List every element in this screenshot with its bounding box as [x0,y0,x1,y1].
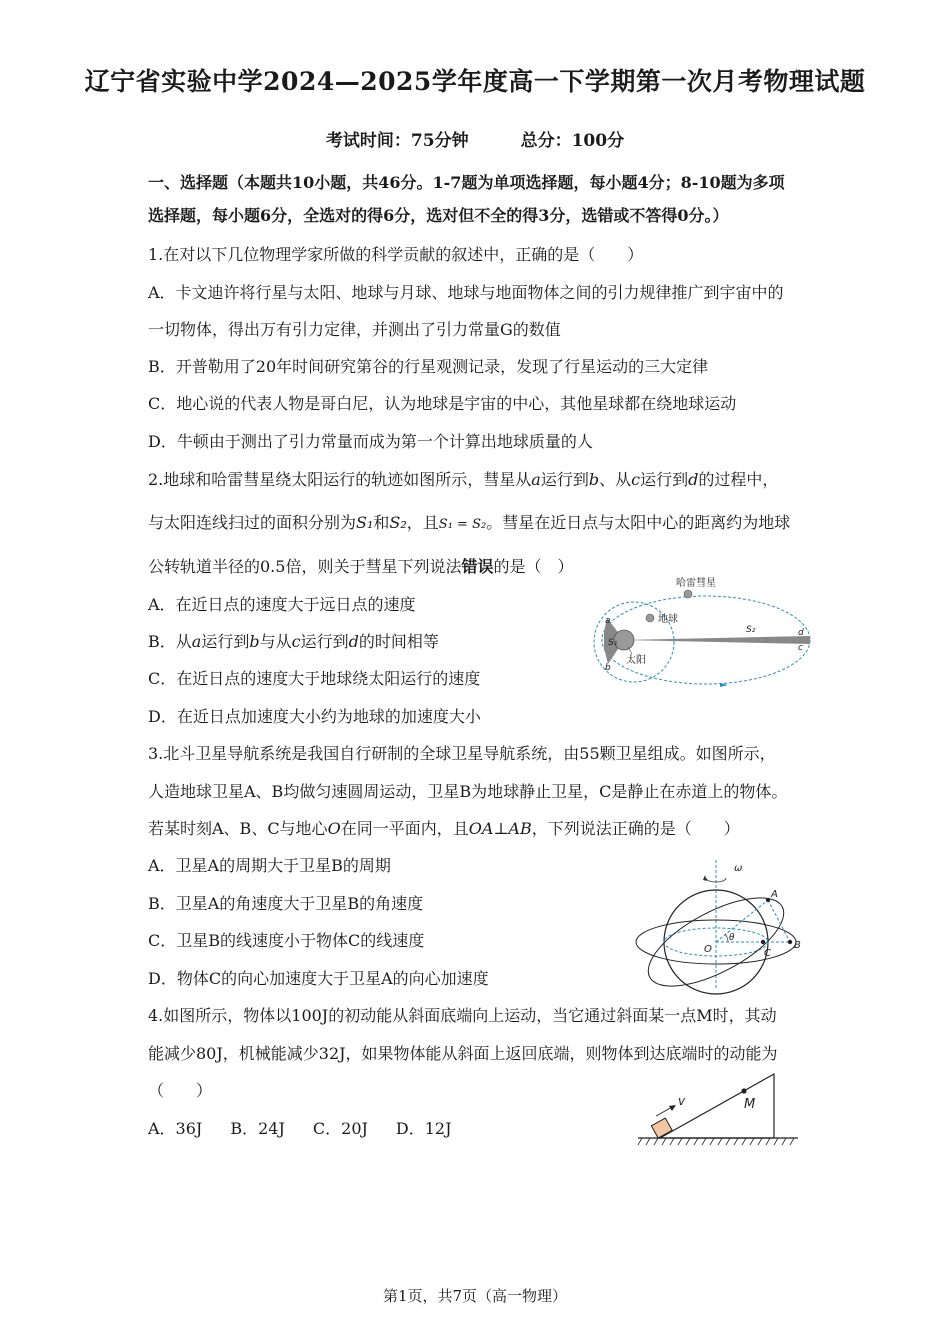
q2-option-a: A．在近日点的速度大于远日点的速度 [148,595,416,614]
q1-option-d: D．牛顿由于测出了引力常量而成为第一个计算出地球质量的人 [148,432,593,451]
label-a: a [605,616,611,626]
page-title: 辽宁省实验中学2024—2025学年度高一下学期第一次月考物理试题 [84,67,866,96]
sym-c: c [631,470,641,489]
sym-b: b [588,470,600,489]
label-comet: 哈雷彗星 [676,578,716,589]
point-m [741,1088,746,1093]
q1-option-b: B．开普勒用了20年时间研究第谷的行星观测记录，发现了行星运动的三大定律 [148,357,709,376]
label-omega: ω [734,863,743,874]
q3-option-c: C．卫星B的线速度小于物体C的线速度 [148,931,425,950]
q4-incline-figure [636,1066,802,1150]
q4-stem-line2: 能减少80J，机械能减少32J，如果物体能从斜面上返回底端，则物体到达底端时的动能为 [148,1044,778,1063]
sym-equation: S₁ = S₂ [438,517,487,532]
q2-stem-line1: 2.地球和哈雷彗星绕太阳运行的轨迹如图所示，彗星从a运行到b、从c运行到d的过程中， [148,470,779,489]
label-d: d [798,628,804,638]
q2-stem-line2: 与太阳连线扫过的面积分别为S₁和S₂，且S₁ = S₂。彗星在近日点与太阳中心的距离约为地球 [148,513,791,532]
q2-orbit-figure [588,572,818,692]
label-theta: θ [729,933,735,943]
label-earth: 地球 [658,614,678,625]
q2-option-d: D．在近日点加速度大小约为地球的加速度大小 [148,707,481,726]
q1-stem: 1.在对以下几位物理学家所做的科学贡献的叙述中，正确的是（ ） [148,245,644,264]
q3-option-a: A．卫星A的周期大于卫星B的周期 [148,856,391,875]
q1-option-c: C．地心说的代表人物是哥白尼，认为地球是宇宙的中心，其他星球都在绕地球运动 [148,394,737,413]
q1-option-a-line1: A．卡文迪许将行星与太阳、地球与月球、地球与地面物体之间的引力规律推广到宇宙中的 [148,283,784,302]
q1-option-a-line2: 一切物体，得出万有引力定律，并测出了引力常量G的数值 [148,320,561,339]
q3-option-b: B．卫星A的角速度大于卫星B的角速度 [148,894,424,913]
earth-icon [646,614,654,622]
q2-option-c: C．在近日点的速度大于地球绕太阳运行的速度 [148,669,481,688]
q2-option-b: B．从a运行到b与从c运行到d的时间相等 [148,632,439,651]
label-v: v [678,1094,686,1108]
label-M: M [744,1097,756,1112]
sym-s2: S₂ [389,513,407,532]
q4-stem-line1: 4.如图所示，物体以100J的初动能从斜面底端向上运动，当它通过斜面某一点M时，其动 [148,1006,777,1025]
total-score: 总分：100分 [520,131,625,151]
label-B: B [794,940,801,951]
label-s1: S₁ [608,638,618,648]
q4-option-c: C．20J [312,1119,368,1138]
q4-options [148,1118,452,1140]
label-C: C [764,948,771,959]
label-sun: 太阳 [626,655,646,666]
ground-hatching [638,1138,794,1145]
q2-stem-line3: 公转轨道半径的0.5倍，则关于彗星下列说法错误的是（ ） [148,557,574,576]
comet-icon [684,590,692,598]
q4-option-b: B．24J [230,1119,285,1138]
q4-option-d: D．12J [395,1119,452,1138]
label-c: c [798,643,803,653]
label-b: b [605,663,611,673]
label-s2: S₂ [746,625,756,635]
page-footer: 第1页，共7页（高一物理） [382,1287,568,1305]
q3-stem-line2: 人造地球卫星A、B均做匀速圆周运动，卫星B为地球静止卫星，C是静止在赤道上的物体。 [148,782,788,801]
label-A: A [771,889,778,900]
object-c [761,940,765,944]
emphasis-wrong: 错误 [461,557,494,576]
q3-stem-line3: 若某时刻A、B、C与地心O在同一平面内，且OA⊥AB，下列说法正确的是（ ） [148,819,740,838]
sym-s1: S₁ [356,513,374,532]
q3-stem-line1: 3.北斗卫星导航系统是我国自行研制的全球卫星导航系统，由55颗卫星组成。如图所示， [148,744,776,763]
block [651,1118,672,1138]
q3-option-d: D．物体C的向心加速度大于卫星A的向心加速度 [148,969,489,988]
satellite-a [766,898,770,902]
sym-a: a [531,470,541,489]
sym-d: d [688,470,699,489]
label-O: O [704,944,712,955]
section1-line1: 一、选择题（本题共10小题，共46分。1-7题为单项选择题，每小题4分；8-10题为多项 [148,173,785,192]
q3-satellite-figure [630,858,810,996]
section1-line2: 选择题，每小题6分，全选对的得6分，选对但不全的得3分，选错或不答得0分。） [148,206,729,225]
exam-meta [0,126,950,151]
satellite-b [788,940,792,944]
q4-stem-line3: （ ） [148,1081,213,1100]
q4-option-a: A．36J [148,1119,203,1138]
area-s2 [624,636,810,644]
exam-time: 考试时间：75分钟 [325,131,469,151]
